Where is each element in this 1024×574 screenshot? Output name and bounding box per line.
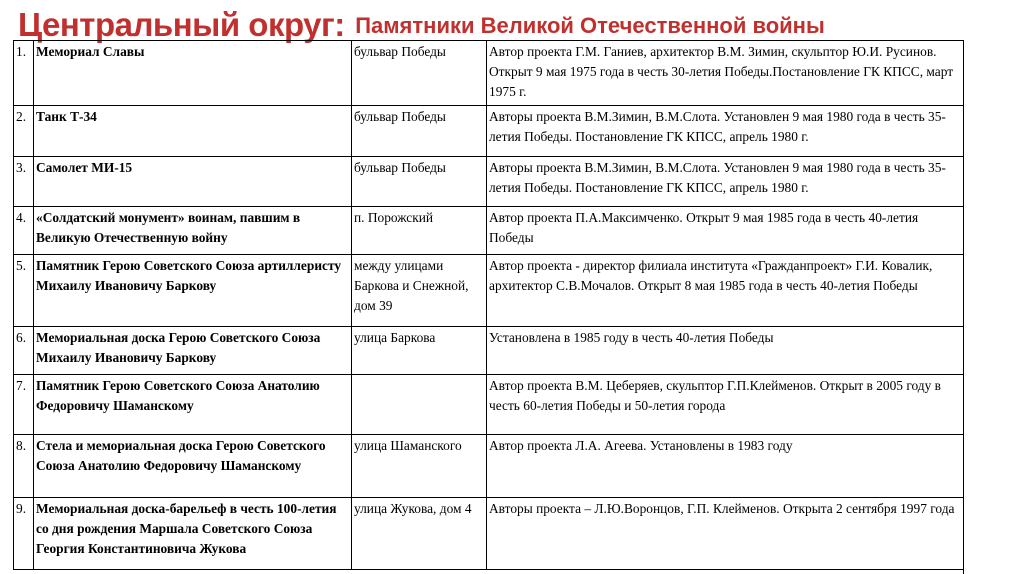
monument-name: Самолет МИ-15	[34, 157, 352, 207]
title-main: Центральный округ:	[18, 6, 345, 43]
row-number: 2.	[14, 106, 34, 157]
row-number: 5.	[14, 255, 34, 327]
table-row	[14, 435, 964, 498]
monument-info: Установлена в 1985 году в честь 40-летия Победы	[487, 327, 964, 375]
monument-name: Танк Т-34	[34, 106, 352, 157]
monument-name: Мемориал Славы	[34, 41, 352, 106]
row-number: 8.	[14, 435, 34, 498]
monument-location: улица Баркова	[352, 327, 487, 375]
monument-info: Авторы проекта В.М.Зимин, В.М.Слота. Установлен 9 мая 1980 года в честь 35-летия Победы. Постановление ГК КПСС, апрель 1980 г.	[487, 157, 964, 207]
monument-location: бульвар Победы	[352, 41, 487, 106]
table-row	[14, 375, 964, 435]
table-row	[14, 41, 964, 106]
monument-location: между улицами Баркова и Снежной, дом 39	[352, 255, 487, 327]
row-number: 3.	[14, 157, 34, 207]
monument-location: бульвар Победы	[352, 106, 487, 157]
monument-info: Автор проекта - директор филиала института «Гражданпроект» Г.И. Ковалик, архитектор С.В.Мочалов. Открыт 8 мая 1985 года в честь 40-летия Победы	[487, 255, 964, 327]
monument-info: Авторы проекта – Л.Ю.Воронцов, Г.П. Клейменов. Открыта 2 сентября 1997 года	[487, 498, 964, 570]
row-number: 9.	[14, 498, 34, 570]
monument-name: Стела и мемориальная доска Герою Советского Союза Анатолию Федоровичу Шаманскому	[34, 435, 352, 498]
monument-location: бульвар Победы	[352, 157, 487, 207]
row-number: 1.	[14, 41, 34, 106]
monument-name: Памятник Герою Советского Союза артиллеристу Михаилу Ивановичу Баркову	[34, 255, 352, 327]
title-subtitle: Памятники Великой Отечественной войны	[355, 13, 825, 38]
monument-name: «Солдатский монумент» воинам, павшим в Великую Отечественную войну	[34, 207, 352, 255]
table-row	[14, 207, 964, 255]
row-number: 6.	[14, 327, 34, 375]
monument-name: Мемориальная доска-барельеф в честь 100-летия со дня рождения Маршала Советского Союза Георгия Константиновича Жукова	[34, 498, 352, 570]
monument-location: п. Порожский	[352, 207, 487, 255]
monument-info: Авторы проекта В.М.Зимин, В.М.Слота. Установлен 9 мая 1980 года в честь 35-летия Победы. Постановление ГК КПСС, апрель 1980 г.	[487, 106, 964, 157]
monument-info: Автор проекта П.А.Максимченко. Открыт 9 мая 1985 года в честь 40-летия Победы	[487, 207, 964, 255]
monument-info: Автор проекта Л.А. Агеева. Установлены в 1983 году	[487, 435, 964, 498]
page-title	[18, 6, 825, 44]
monument-name: Памятник Герою Советского Союза Анатолию Федоровичу Шаманскому	[34, 375, 352, 435]
table-row	[14, 106, 964, 157]
monument-info: Автор проекта В.М. Цеберяев, скульптор Г.П.Клейменов. Открыт в 2005 году в честь 60-летия Победы и 50-летия города	[487, 375, 964, 435]
table-right-border	[963, 40, 964, 574]
monument-location: улица Жукова, дом 4	[352, 498, 487, 570]
table-row	[14, 327, 964, 375]
monument-location	[352, 375, 487, 435]
monument-location: улица Шаманского	[352, 435, 487, 498]
table-row	[14, 157, 964, 207]
table-row	[14, 255, 964, 327]
monuments-table	[13, 40, 964, 570]
table-row	[14, 498, 964, 570]
row-number: 4.	[14, 207, 34, 255]
row-number: 7.	[14, 375, 34, 435]
monument-info: Автор проекта Г.М. Ганиев, архитектор В.М. Зимин, скульптор Ю.И. Русинов. Открыт 9 мая 1975 года в честь 30-летия Победы.Постановление ГК КПСС, март 1975 г.	[487, 41, 964, 106]
monument-name: Мемориальная доска Герою Советского Союза Михаилу Ивановичу Баркову	[34, 327, 352, 375]
